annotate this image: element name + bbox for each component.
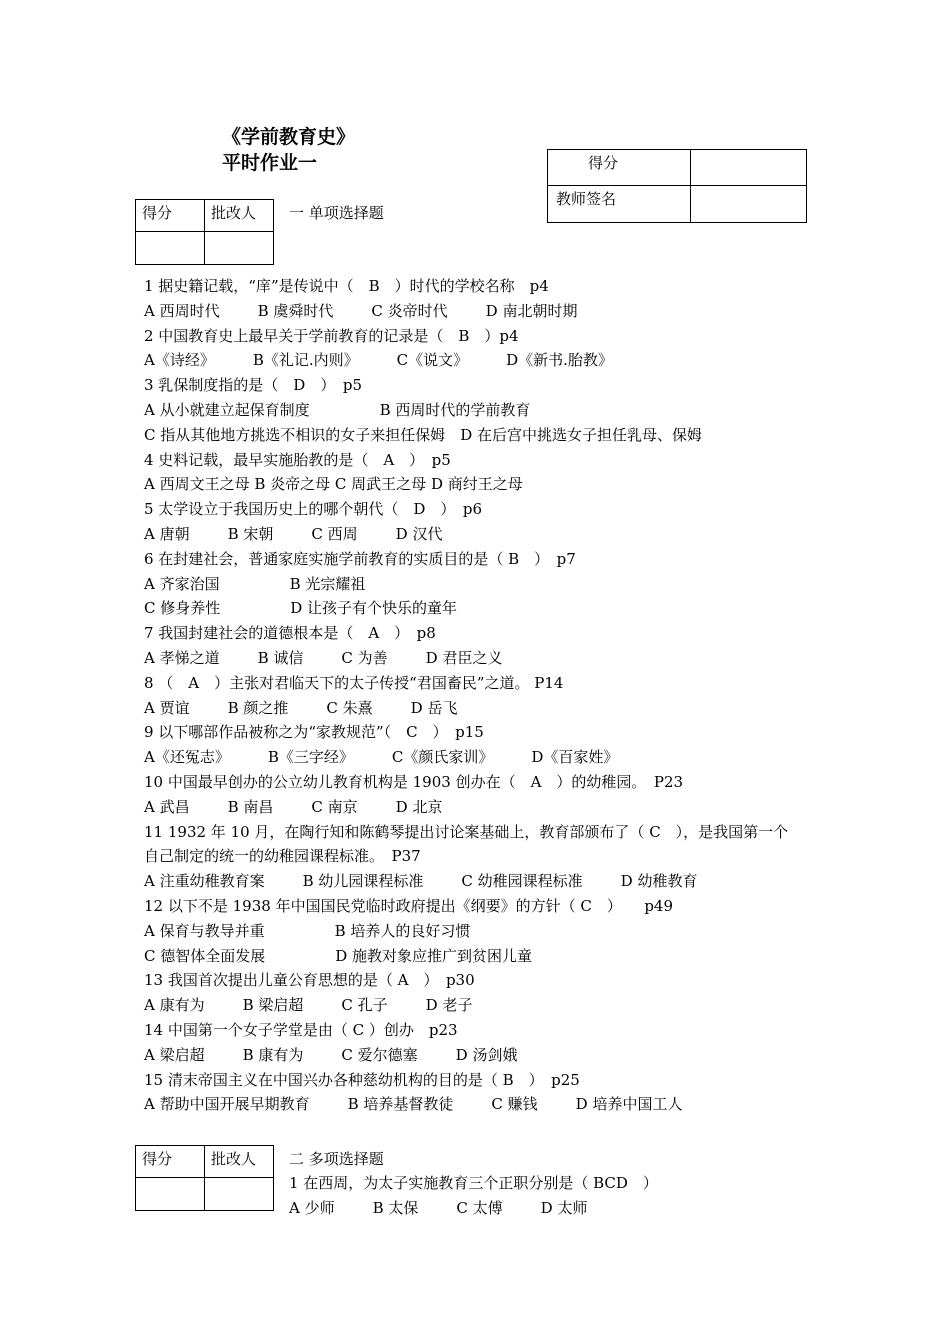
grader-score-label: 得分 <box>136 1146 205 1178</box>
question-line: 8 （ A ）主张对君临天下的太子传授“君国畜民”之道。 P14 <box>144 673 564 692</box>
option-item: A 保育与教导并重 <box>144 921 265 940</box>
teacher-signature-label: 教师签名 <box>548 186 691 223</box>
option-item: D 汤剑娥 <box>455 1045 518 1064</box>
option-item: A《还冤志》 <box>144 748 230 767</box>
option-item: B 虞舜时代 <box>257 301 334 320</box>
section1-heading: 一 单项选择题 <box>289 204 384 222</box>
option-item: C 幼稚园课程标准 <box>461 872 583 891</box>
option-item: D 汉代 <box>395 525 443 543</box>
options-row <box>144 350 613 370</box>
grader-table-1 <box>135 199 274 265</box>
options-row <box>144 921 470 941</box>
option-item: A 注重幼稚教育案 <box>144 872 265 891</box>
option-item: C 孔子 <box>341 996 388 1015</box>
option-item: A 帮助中国开展早期教育 <box>144 1095 310 1114</box>
option-item: D 让孩子有个快乐的童年 <box>290 599 458 618</box>
grader-name-cell[interactable] <box>205 1178 274 1211</box>
option-item: D 岳飞 <box>410 698 458 717</box>
question-line: 1 据史籍记载，“庠”是传说中（ B ）时代的学校名称 p4 <box>144 277 549 295</box>
option-item: B 西周时代的学前教育 <box>379 401 531 419</box>
question-line: 1 在西周，为太子实施教育三个正职分别是（ BCD ） <box>289 1174 658 1192</box>
option-item: C《说文》 <box>396 351 469 370</box>
option-item: B 南昌 <box>227 797 274 816</box>
question-line: A 西周文王之母 B 炎帝之母 C 周武王之母 D 商纣王之母 <box>144 475 523 494</box>
options-row <box>144 698 457 718</box>
options-row <box>144 574 365 594</box>
option-item: C 炎帝时代 <box>371 301 448 320</box>
option-item: A 孝悌之道 <box>144 649 220 667</box>
question-line: 10 中国最早创办的公立幼儿教育机构是 1903 创办在（ A ）的幼稚园。 P23 <box>144 773 684 791</box>
option-item: A 从小就建立起保育制度 <box>144 401 310 419</box>
option-item: B 太保 <box>372 1198 419 1217</box>
grader-score-label: 得分 <box>136 200 205 232</box>
question-line: 6 在封建社会，普通家庭实施学前教育的实质目的是（ B ） p7 <box>144 549 576 568</box>
options-row <box>144 1094 682 1114</box>
option-item: B 幼儿园课程标准 <box>302 872 424 891</box>
option-item: A 贾谊 <box>144 698 190 717</box>
option-item: B 培养基督教徒 <box>347 1095 454 1114</box>
option-item: D《新书.胎教》 <box>506 351 613 370</box>
options-row <box>144 797 442 817</box>
options-row <box>144 400 530 420</box>
score-teacher-table <box>547 149 807 223</box>
options-row <box>144 301 577 321</box>
question-line: 9 以下哪部作品被称之为“家教规范”（ C ） p15 <box>144 723 484 742</box>
option-item: A 武昌 <box>144 797 190 816</box>
question-line: 5 太学设立于我国历史上的哪个朝代（ D ） p6 <box>144 500 482 519</box>
question-line: 4 史料记载，最早实施胎教的是（ A ） p5 <box>144 450 451 469</box>
question-line: 14 中国第一个女子学堂是由（ C ）创办 p23 <box>144 1021 458 1039</box>
question-line: 13 我国首次提出儿童公育思想的是（ A ） p30 <box>144 971 475 990</box>
option-item: C 太傅 <box>456 1198 503 1217</box>
options-row <box>144 648 502 668</box>
option-item: B 宋朝 <box>227 525 274 543</box>
option-item: A《诗经》 <box>144 351 215 370</box>
question-line: 12 以下不是 1938 年中国国民党临时政府提出《纲要》的方针（ C ） p49 <box>144 897 674 915</box>
question-line: 3 乳保制度指的是（ D ） p5 <box>144 376 362 395</box>
grader-name-cell[interactable] <box>205 232 274 265</box>
question-line: 7 我国封建社会的道德根本是（ A ） p8 <box>144 624 436 643</box>
option-item: A 康有为 <box>144 996 205 1015</box>
score-label: 得分 <box>548 150 691 186</box>
option-item: B 康有为 <box>242 1045 304 1064</box>
option-item: A 西周时代 <box>144 301 220 320</box>
option-item: D 太师 <box>540 1198 588 1217</box>
option-item: A 梁启超 <box>144 1045 205 1064</box>
option-item: B 光宗耀祖 <box>289 574 366 593</box>
option-item: A 齐家治国 <box>144 574 220 593</box>
options-row <box>144 995 472 1015</box>
option-item: B 诚信 <box>257 649 304 667</box>
option-item: B 颜之推 <box>227 698 289 717</box>
question-line: 15 清末帝国主义在中国兴办各种慈幼机构的目的是（ B ） p25 <box>144 1070 580 1089</box>
grader-label: 批改人 <box>205 1146 274 1178</box>
page-subtitle: 平时作业一 <box>222 152 318 174</box>
options-row <box>144 1045 517 1065</box>
option-item: C 朱熹 <box>326 698 373 717</box>
option-item: B《礼记.内则》 <box>252 351 359 370</box>
grader-score-cell[interactable] <box>136 1178 205 1211</box>
option-item: A 少师 <box>289 1198 335 1217</box>
question-line: 11 1932 年 10 月，在陶行知和陈鹤琴提出讨论案基础上，教育部颁布了（ C ），是我国第一个 <box>144 822 789 841</box>
question-line: C 指从其他地方挑选不相识的女子来担任保姆 D 在后宫中挑选女子担任乳母、保姆 <box>144 425 703 444</box>
option-item: D 北京 <box>395 797 443 816</box>
teacher-signature-cell[interactable] <box>691 186 807 223</box>
question-line: 自己制定的统一的幼稚园课程标准。 P37 <box>144 847 421 866</box>
grader-score-cell[interactable] <box>136 232 205 265</box>
option-item: D 培养中国工人 <box>575 1095 683 1114</box>
options-row <box>144 747 618 767</box>
options-row <box>144 946 532 966</box>
option-item: B 培养人的良好习惯 <box>334 921 471 940</box>
options-row <box>144 524 442 544</box>
grader-label: 批改人 <box>205 200 274 232</box>
section2-heading: 二 多项选择题 <box>289 1150 384 1168</box>
option-item: C 德智体全面发展 <box>144 946 266 965</box>
option-item: B《三字经》 <box>267 748 354 767</box>
page-title: 《学前教育史》 <box>222 126 356 148</box>
option-item: D 老子 <box>425 996 473 1015</box>
option-item: C 南京 <box>311 797 358 816</box>
option-item: D 幼稚教育 <box>620 872 698 891</box>
options-row <box>289 1198 587 1218</box>
question-line: 2 中国教育史上最早关于学前教育的记录是（ B ）p4 <box>144 326 519 345</box>
option-item: C 赚钱 <box>491 1095 538 1114</box>
option-item: C 爱尔德塞 <box>341 1045 418 1064</box>
option-item: B 梁启超 <box>242 996 304 1015</box>
option-item: A 唐朝 <box>144 525 190 543</box>
option-item: D 君臣之义 <box>425 649 503 667</box>
option-item: C 修身养性 <box>144 599 221 618</box>
options-row <box>144 598 457 618</box>
option-item: D 南北朝时期 <box>485 301 578 320</box>
option-item: C《颜氏家训》 <box>391 748 494 767</box>
option-item: C 西周 <box>311 525 358 543</box>
option-item: C 为善 <box>341 649 388 667</box>
score-value-cell[interactable] <box>691 150 807 186</box>
grader-table-2 <box>135 1145 274 1211</box>
option-item: D 施教对象应推广到贫困儿童 <box>335 946 533 965</box>
options-row <box>144 871 697 891</box>
option-item: D《百家姓》 <box>531 748 619 767</box>
